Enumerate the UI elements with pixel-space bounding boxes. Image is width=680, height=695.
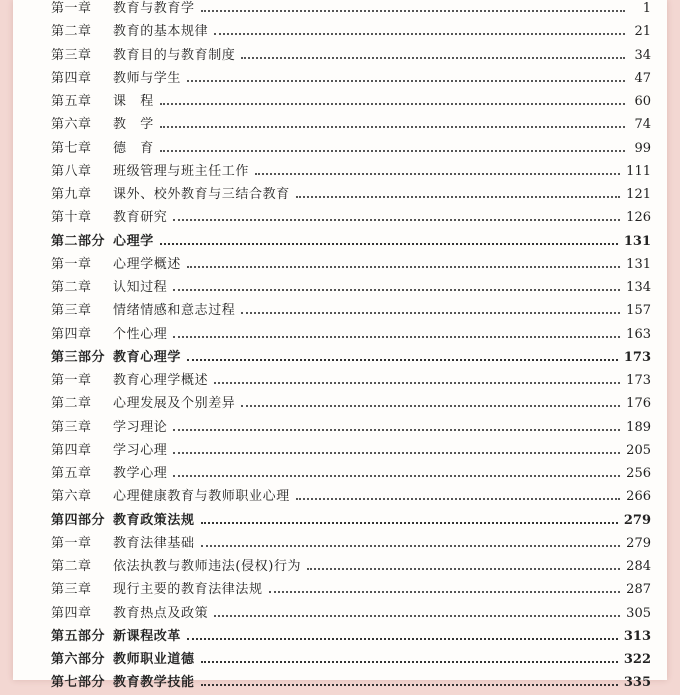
toc-page-number: 279	[623, 512, 651, 528]
toc-entry-title: 教育政策法规	[113, 512, 195, 528]
toc-dot-leader	[241, 56, 625, 59]
toc-page-number: 131	[623, 233, 651, 249]
toc-dot-leader	[187, 358, 618, 361]
toc-page-number: 163	[626, 326, 651, 342]
toc-chapter-row	[51, 323, 651, 346]
toc-entry-number: 第四章	[51, 70, 92, 86]
toc-page-number: 284	[626, 559, 651, 574]
toc-entry-number: 第一章	[51, 373, 92, 388]
toc-chapter-row	[51, 113, 651, 136]
toc-dot-leader	[160, 125, 625, 128]
toc-entry-title: 教育法律基础	[113, 535, 195, 551]
toc-entry-title: 教师职业道德	[113, 652, 195, 667]
toc-part-row	[51, 230, 651, 253]
toc-entry-number: 第五部分	[51, 628, 106, 644]
toc-chapter-row	[51, 416, 651, 439]
toc-page-number: 256	[626, 466, 651, 481]
toc-dot-leader	[241, 311, 620, 314]
toc-part-row	[51, 648, 651, 671]
toc-entry-title: 个性心理	[113, 326, 168, 342]
toc-page-number: 111	[626, 163, 651, 179]
toc-entry-title: 教育与教育学	[113, 1, 195, 16]
toc-chapter-row	[51, 462, 651, 485]
toc-page-number: 305	[626, 605, 651, 621]
toc-page-number: 1	[642, 1, 651, 16]
toc-entry-number: 第三章	[51, 47, 92, 63]
toc-dot-leader	[173, 451, 620, 454]
toc-page-number: 74	[634, 117, 651, 133]
toc-chapter-row	[51, 20, 651, 43]
toc-entry-title: 依法执教与教师违法(侵权)行为	[113, 559, 302, 574]
toc-dot-leader	[201, 660, 618, 663]
toc-entry-title: 心理学概述	[113, 256, 182, 272]
toc-part-row	[51, 509, 651, 532]
toc-page-number: 157	[626, 303, 651, 319]
toc-dot-leader	[296, 195, 620, 198]
toc-page-number: 126	[626, 210, 651, 226]
toc-page-number: 205	[626, 442, 651, 458]
toc-page-number: 322	[623, 652, 651, 667]
toc-entry-title: 教育心理学	[113, 349, 182, 365]
toc-entry-title: 学习理论	[113, 419, 168, 435]
toc-page-number: 21	[634, 24, 651, 40]
toc-entry-number: 第十章	[51, 210, 92, 226]
toc-dot-leader	[160, 102, 625, 105]
toc-dot-leader	[187, 79, 625, 82]
toc-dot-leader	[214, 614, 620, 617]
toc-chapter-row	[51, 160, 651, 183]
toc-entry-title: 德 育	[113, 140, 154, 156]
toc-entry-title: 课外、校外教育与三结合教育	[113, 187, 290, 202]
toc-entry-number: 第三章	[51, 419, 92, 435]
toc-chapter-row	[51, 44, 651, 67]
toc-entry-title: 心理发展及个别差异	[113, 396, 236, 412]
toc-chapter-row	[51, 602, 651, 625]
toc-dot-leader	[296, 497, 620, 500]
toc-part-row	[51, 625, 651, 648]
toc-entry-number: 第六章	[51, 489, 92, 505]
toc-entry-title: 教育教学技能	[113, 675, 195, 691]
toc-entry-number: 第五章	[51, 466, 92, 481]
toc-entry-number: 第二章	[51, 559, 92, 574]
toc-part-row	[51, 346, 651, 369]
toc-entry-title: 新课程改革	[113, 628, 182, 644]
toc-entry-title: 教学心理	[113, 466, 168, 481]
toc-dot-leader	[214, 32, 625, 35]
toc-page-number: 34	[634, 47, 651, 63]
toc-entry-title: 课 程	[113, 94, 154, 109]
toc-dot-leader	[187, 265, 620, 268]
toc-entry-title: 心理学	[113, 233, 154, 249]
toc-entry-number: 第二章	[51, 24, 92, 40]
toc-dot-leader	[255, 172, 620, 175]
toc-entry-title: 教育心理学概述	[113, 373, 209, 388]
toc-chapter-row	[51, 532, 651, 555]
toc-dot-leader	[160, 242, 618, 245]
toc-entry-number: 第八章	[51, 163, 92, 179]
toc-chapter-row	[51, 253, 651, 276]
toc-dot-leader	[173, 428, 620, 431]
table-of-contents	[51, 0, 651, 695]
toc-page-number: 173	[623, 349, 651, 365]
toc-entry-title: 学习心理	[113, 442, 168, 458]
toc-dot-leader	[214, 381, 620, 384]
toc-dot-leader	[160, 149, 625, 152]
toc-chapter-row	[51, 439, 651, 462]
toc-entry-title: 教育的基本规律	[113, 24, 209, 40]
toc-dot-leader	[201, 544, 621, 547]
toc-chapter-row	[51, 67, 651, 90]
toc-chapter-row	[51, 0, 651, 20]
toc-chapter-row	[51, 578, 651, 601]
toc-entry-title: 教育研究	[113, 210, 168, 226]
toc-dot-leader	[173, 288, 620, 291]
toc-entry-number: 第四章	[51, 605, 92, 621]
toc-entry-title: 现行主要的教育法律法规	[113, 582, 263, 598]
toc-dot-leader	[269, 590, 621, 593]
toc-page-number: 60	[634, 94, 651, 109]
toc-entry-number: 第四章	[51, 442, 92, 458]
toc-page-number: 266	[626, 489, 651, 505]
toc-page-number: 131	[626, 256, 651, 272]
toc-page-number: 176	[626, 396, 651, 412]
toc-entry-number: 第二章	[51, 396, 92, 412]
toc-entry-title: 教育热点及政策	[113, 605, 209, 621]
toc-page-number: 47	[634, 70, 651, 86]
toc-dot-leader	[201, 521, 618, 524]
toc-entry-number: 第五章	[51, 94, 92, 109]
toc-dot-leader	[201, 683, 618, 686]
toc-entry-number: 第二部分	[51, 233, 106, 249]
toc-dot-leader	[173, 474, 620, 477]
toc-entry-number: 第一章	[51, 256, 92, 272]
toc-page-number: 313	[623, 628, 651, 644]
toc-entry-title: 情绪情感和意志过程	[113, 303, 236, 319]
toc-dot-leader	[307, 567, 620, 570]
toc-entry-number: 第三章	[51, 582, 92, 598]
toc-part-row	[51, 671, 651, 694]
toc-page-number: 99	[634, 140, 651, 156]
toc-dot-leader	[241, 404, 620, 407]
toc-page-number: 279	[626, 535, 651, 551]
toc-entry-title: 班级管理与班主任工作	[113, 163, 250, 179]
toc-entry-number: 第四部分	[51, 512, 106, 528]
toc-entry-number: 第二章	[51, 280, 92, 295]
toc-entry-title: 教师与学生	[113, 70, 182, 86]
toc-chapter-row	[51, 276, 651, 299]
toc-chapter-row	[51, 206, 651, 229]
toc-chapter-row	[51, 392, 651, 415]
toc-entry-title: 教 学	[113, 117, 154, 133]
toc-entry-number: 第七部分	[51, 675, 106, 691]
toc-entry-number: 第三部分	[51, 349, 106, 365]
toc-chapter-row	[51, 299, 651, 322]
toc-entry-title: 认知过程	[113, 280, 168, 295]
toc-entry-title: 教育目的与教育制度	[113, 47, 236, 63]
toc-chapter-row	[51, 485, 651, 508]
toc-page-number: 335	[623, 675, 651, 691]
toc-chapter-row	[51, 137, 651, 160]
toc-chapter-row	[51, 369, 651, 392]
toc-entry-number: 第四章	[51, 326, 92, 342]
toc-page-number: 287	[626, 582, 651, 598]
toc-entry-number: 第三章	[51, 303, 92, 319]
toc-page-number: 134	[626, 280, 651, 295]
toc-page-number: 189	[626, 419, 651, 435]
toc-entry-number: 第六部分	[51, 652, 106, 667]
toc-chapter-row	[51, 90, 651, 113]
toc-dot-leader	[187, 637, 618, 640]
toc-chapter-row	[51, 183, 651, 206]
toc-entry-number: 第一章	[51, 1, 92, 16]
toc-entry-title: 心理健康教育与教师职业心理	[113, 489, 290, 505]
toc-sheet	[13, 0, 667, 691]
toc-entry-number: 第一章	[51, 535, 92, 551]
toc-entry-number: 第六章	[51, 117, 92, 133]
toc-chapter-row	[51, 555, 651, 578]
toc-entry-number: 第九章	[51, 187, 92, 202]
toc-dot-leader	[173, 335, 620, 338]
toc-page-number: 121	[626, 187, 651, 202]
toc-page-number: 173	[626, 373, 651, 388]
toc-dot-leader	[173, 218, 620, 221]
toc-entry-number: 第七章	[51, 140, 92, 156]
toc-dot-leader	[201, 9, 625, 12]
